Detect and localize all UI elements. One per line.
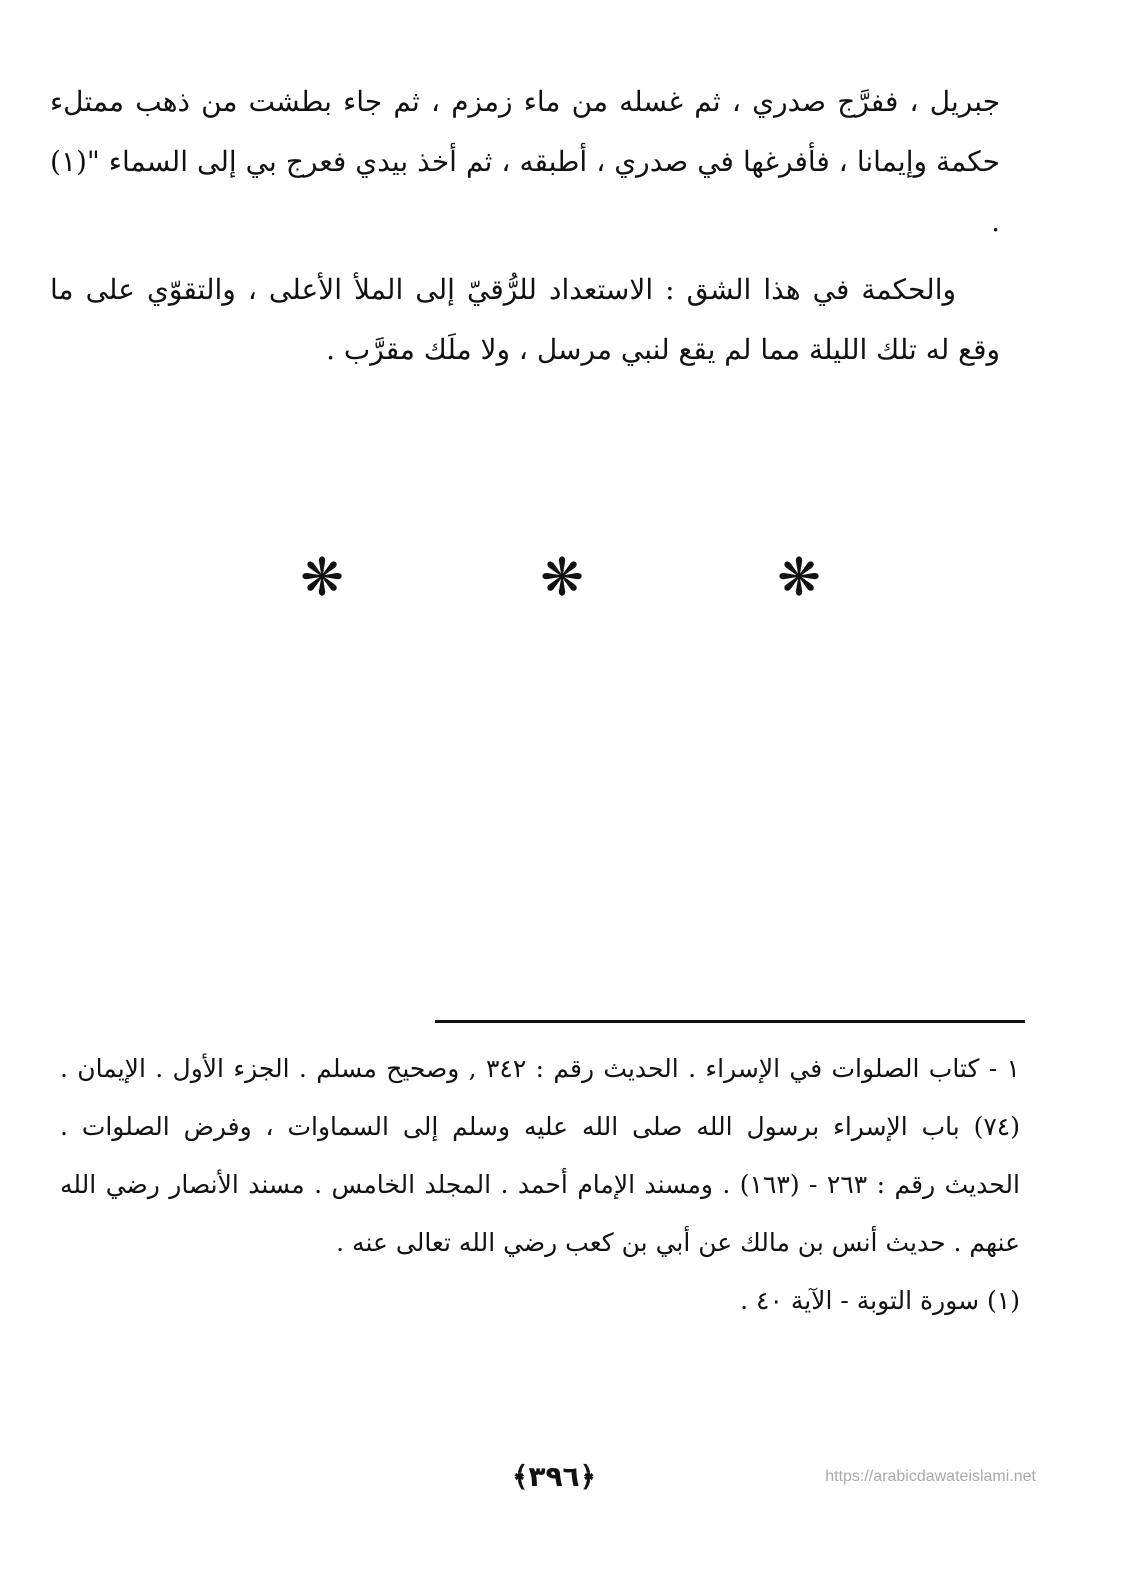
page-number: ﴿٣٩٦﴾ [511, 1460, 597, 1493]
flower-ornament-icon: ❋ [300, 548, 344, 608]
source-watermark: https://arabicdawateislami.net [825, 1468, 1036, 1485]
flower-ornament-icon: ❋ [540, 548, 584, 608]
footnote-2: (١) سورة التوبة - الآية ٤٠ . [740, 1286, 1020, 1315]
main-paragraph-2: والحكمة في هذا الشق : الاستعداد للرُّقيّ إلى الملأ الأعلى ، والتقوّي على ما وقع له تلك الليلة مما لم يقع لنبي مرسل ، ولا ملَك مقرَّب . [50, 273, 1000, 366]
footnotes-block [60, 1040, 1020, 1330]
section-divider-ornaments [0, 548, 1125, 618]
footnote-separator-line [435, 1020, 1025, 1023]
main-text-block [50, 72, 1000, 380]
footnote-1: ١ - كتاب الصلوات في الإسراء . الحديث رقم : ٣٤٢ , وصحيح مسلم . الجزء الأول . الإيمان . (٧٤) باب الإسراء برسول الله صلى الله عليه وسلم إلى السماوات ، وفرض الصلوات . الحديث رقم : ٢٦٣ - (١٦٣) . ومسند الإمام أحمد . المجلد الخامس . مسند الأنصار رضي الله عنهم . حديث أنس بن مالك عن أبي بن كعب رضي الله تعالى عنه . [60, 1054, 1020, 1257]
flower-ornament-icon: ❋ [777, 548, 821, 608]
main-paragraph-1: جبريل ، ففرَّج صدري ، ثم غسله من ماء زمزم ، ثم جاء بطشت من ذهب ممتلء حكمة وإيمانا ، فأفرغها في صدري ، أطبقه ، ثم أخذ بيدي فعرج بي إلى السماء "(١) . [50, 85, 1000, 238]
